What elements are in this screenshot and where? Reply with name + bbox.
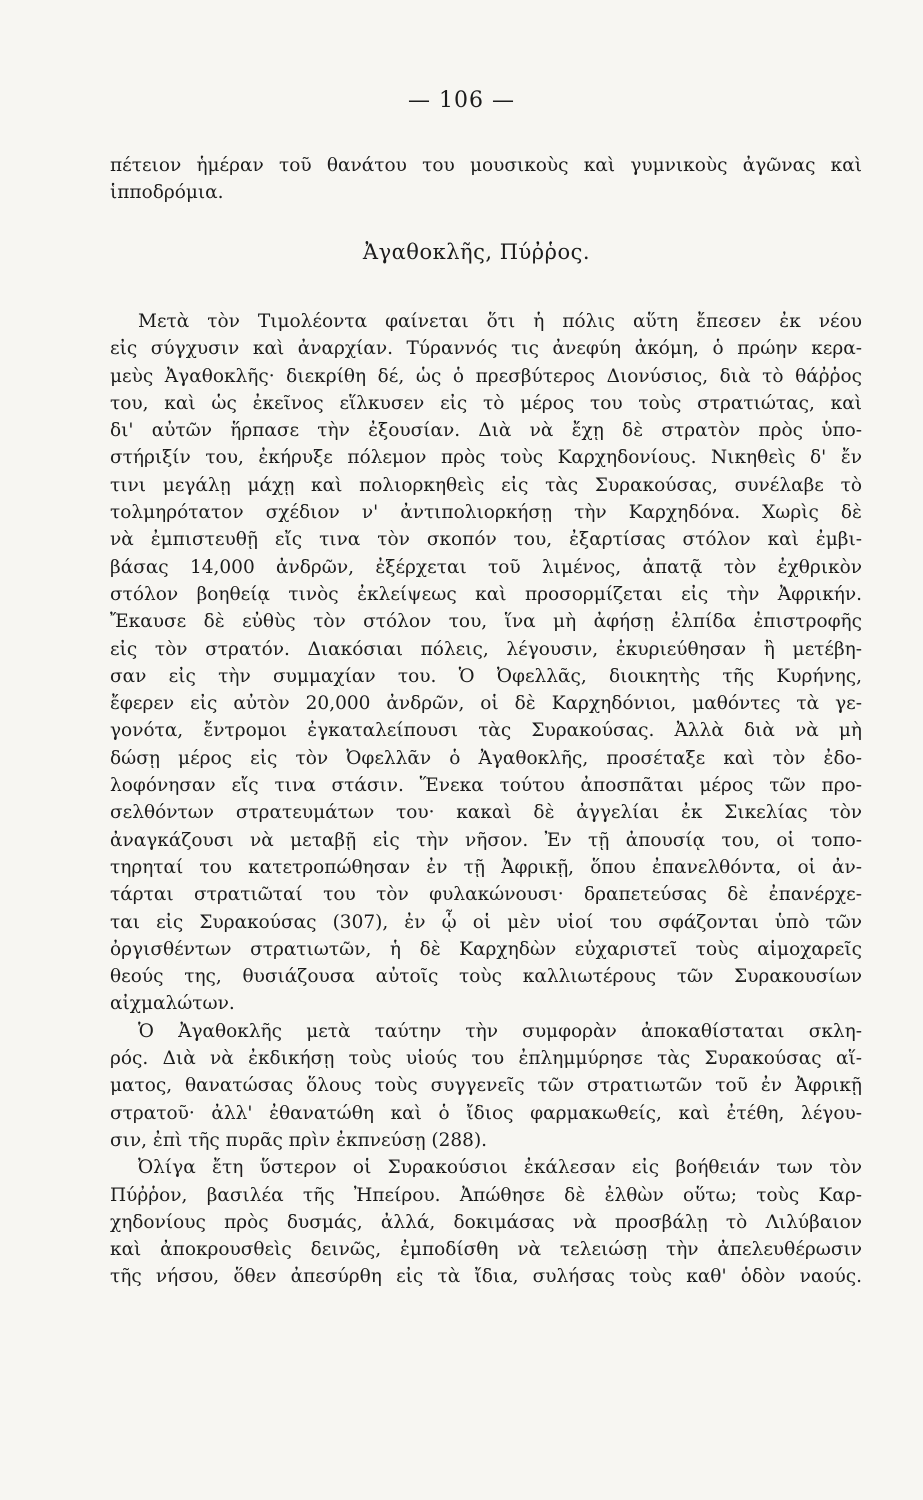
text-line: στρατοῦ· ἀλλ' ἐθανατώθη καὶ ὁ ἴδιος φαρμακωθείς, καὶ ἐτέθη, λέγου- — [110, 1102, 862, 1124]
text-line: τινι μεγάλῃ μάχῃ καὶ πολιορκηθεὶς εἰς τὰς Συρακούσας, συνέλαβε τὸ — [110, 474, 862, 496]
text-line: λοφόνησαν εἴς τινα στάσιν. Ἕνεκα τούτου ἀποσπᾶται μέρος τῶν προ- — [110, 775, 862, 797]
text-line: νὰ ἐμπιστευθῇ εἴς τινα τὸν σκοπόν του, ἐξαρτίσας στόλον καὶ ἐμβι- — [110, 529, 862, 551]
intro-paragraph — [110, 152, 862, 207]
text-line: δώσῃ μέρος εἰς τὸν Ὀφελλᾶν ὁ Ἀγαθοκλῆς, προσέταξε καὶ τὸν ἐδο- — [110, 747, 862, 769]
text-line: γονότα, ἔντρομοι ἐγκαταλείπουσι τὰς Συρακούσας. Ἀλλὰ διὰ νὰ μὴ — [110, 720, 862, 742]
text-line: βάσας 14,000 ἀνδρῶν, ἐξέρχεται τοῦ λιμένος, ἀπατᾷ τὸν ἐχθρικὸν — [110, 556, 862, 578]
text-line: ἀναγκάζουσι νὰ μεταβῇ εἰς τὴν νῆσον. Ἐν τῇ ἀπουσίᾳ του, οἱ τοπο- — [110, 829, 862, 851]
text-line: δι' αὐτῶν ἥρπασε τὴν ἐξουσίαν. Διὰ νὰ ἔχῃ δὲ στρατὸν πρὸς ὑπο- — [110, 420, 862, 442]
text-line: καὶ ἀποκρουσθεὶς δεινῶς, ἐμποδίσθη νὰ τελειώσῃ τὴν ἀπελευθέρωσιν — [110, 1239, 862, 1261]
text-line: τηρηταί του κατετροπώθησαν ἐν τῇ Ἀφρικῇ, ὅπου ἐπανελθόντα, οἱ ἀν- — [110, 856, 862, 878]
text-line: ματος, θανατώσας ὅλους τοὺς συγγενεῖς τῶν στρατιωτῶν τοῦ ἐν Ἀφρικῇ — [110, 1075, 862, 1097]
paragraph — [110, 1154, 862, 1290]
text-line: Ἔκαυσε δὲ εὐθὺς τὸν στόλον του, ἵνα μὴ ἀφήσῃ ἐλπίδα ἐπιστροφῆς — [110, 611, 862, 633]
text-line: σιν, ἐπὶ τῆς πυρᾶς πρὶν ἐκπνεύσῃ (288). — [110, 1129, 488, 1151]
text-line: του, καὶ ὡς ἐκεῖνος εἵλκυσεν εἰς τὸ μέρος του τοὺς στρατιώτας, καὶ — [110, 392, 862, 414]
text-line: ρός. Διὰ νὰ ἐκδικήσῃ τοὺς υἱούς του ἐπλημμύρησε τὰς Συρακούσας αἵ- — [110, 1048, 862, 1070]
text-line: Μετὰ τὸν Τιμολέοντα φαίνεται ὅτι ἡ πόλις αὕτη ἔπεσεν ἐκ νέου — [138, 311, 862, 332]
text-line: θεούς της, θυσιάζουσα αὐτοῖς τοὺς καλλιωτέρους τῶν Συρακουσίων — [110, 966, 862, 988]
body-text — [110, 308, 862, 1291]
text-line: εἰς τὸν στρατόν. Διακόσιαι πόλεις, λέγουσιν, ἐκυριεύθησαν ἢ μετέβη- — [110, 638, 862, 660]
text-line: χηδονίους πρὸς δυσμάς, ἀλλά, δοκιμάσας νὰ προσβάλῃ τὸ Λιλύβαιον — [110, 1211, 862, 1233]
paragraph — [110, 308, 862, 1018]
text-line: τῆς νήσου, ὅθεν ἀπεσύρθη εἰς τὰ ἴδια, συλήσας τοὺς καθ' ὁδὸν ναούς. — [110, 1266, 862, 1288]
paragraph — [110, 1018, 862, 1154]
page-number: — 106 — — [408, 88, 515, 113]
text-line: σαν εἰς τὴν συμμαχίαν του. Ὁ Ὀφελλᾶς, διοικητὴς τῆς Κυρήνης, — [110, 665, 862, 687]
text-line: πέτειον ἡμέραν τοῦ θανάτου του μουσικοὺς καὶ γυμνικοὺς ἀγῶνας καὶ — [110, 155, 862, 176]
text-line: Ὀλίγα ἔτη ὕστερον οἱ Συρακούσιοι ἐκάλεσαν εἰς βοήθειάν των τὸν — [138, 1157, 862, 1179]
text-line: ται εἰς Συρακούσας (307), ἐν ᾧ οἱ μὲν υἱοί του σφάζονται ὑπὸ τῶν — [110, 911, 862, 933]
text-line: στόλον βοηθείᾳ τινὸς ἐκλείψεως καὶ προσορμίζεται εἰς τὴν Ἀφρικήν. — [110, 583, 862, 605]
text-line: τάρται στρατιῶταί του τὸν φυλακώνουσι· δραπετεύσας δὲ ἐπανέρχε- — [110, 884, 862, 906]
text-line: ἱπποδρόμια. — [110, 182, 224, 204]
text-line: αἰχμαλώτων. — [110, 993, 235, 1015]
text-line: ὀργισθέντων στρατιωτῶν, ἡ δὲ Καρχηδὼν εὐχαριστεῖ τοὺς αἱμοχαρεῖς — [110, 938, 862, 960]
text-line: εἰς σύγχυσιν καὶ ἀναρχίαν. Τύραννός τις ἀνεφύη ἀκόμη, ὁ πρώην κερα- — [110, 338, 862, 360]
section-heading: Ἀγαθοκλῆς, Πύῤῥος. — [362, 240, 591, 264]
text-line: στήριξίν του, ἐκήρυξε πόλεμον πρὸς τοὺς Καρχηδονίους. Νικηθεὶς δ' ἔν — [110, 447, 862, 469]
text-line: Πύῤῥον, βασιλέα τῆς Ἠπείρου. Ἀπώθησε δὲ ἐλθὼν οὕτω; τοὺς Καρ- — [110, 1184, 862, 1206]
text-line: Ὁ Ἀγαθοκλῆς μετὰ ταύτην τὴν συμφορὰν ἀποκαθίσταται σκλη- — [138, 1020, 862, 1042]
text-line: σελθόντων στρατευμάτων του· κακαὶ δὲ ἀγγελίαι ἐκ Σικελίας τὸν — [110, 802, 862, 824]
text-line: τολμηρότατον σχέδιον ν' ἀντιπολιορκήσῃ τὴν Καρχηδόνα. Χωρὶς δὲ — [110, 502, 862, 524]
text-line: ἔφερεν εἰς αὐτὸν 20,000 ἀνδρῶν, οἱ δὲ Καρχηδόνιοι, μαθόντες τὰ γε- — [110, 693, 862, 715]
text-line: μεὺς Ἀγαθοκλῆς· διεκρίθη δέ, ὡς ὁ πρεσβύτερος Διονύσιος, διὰ τὸ θάῤῥος — [110, 365, 862, 387]
